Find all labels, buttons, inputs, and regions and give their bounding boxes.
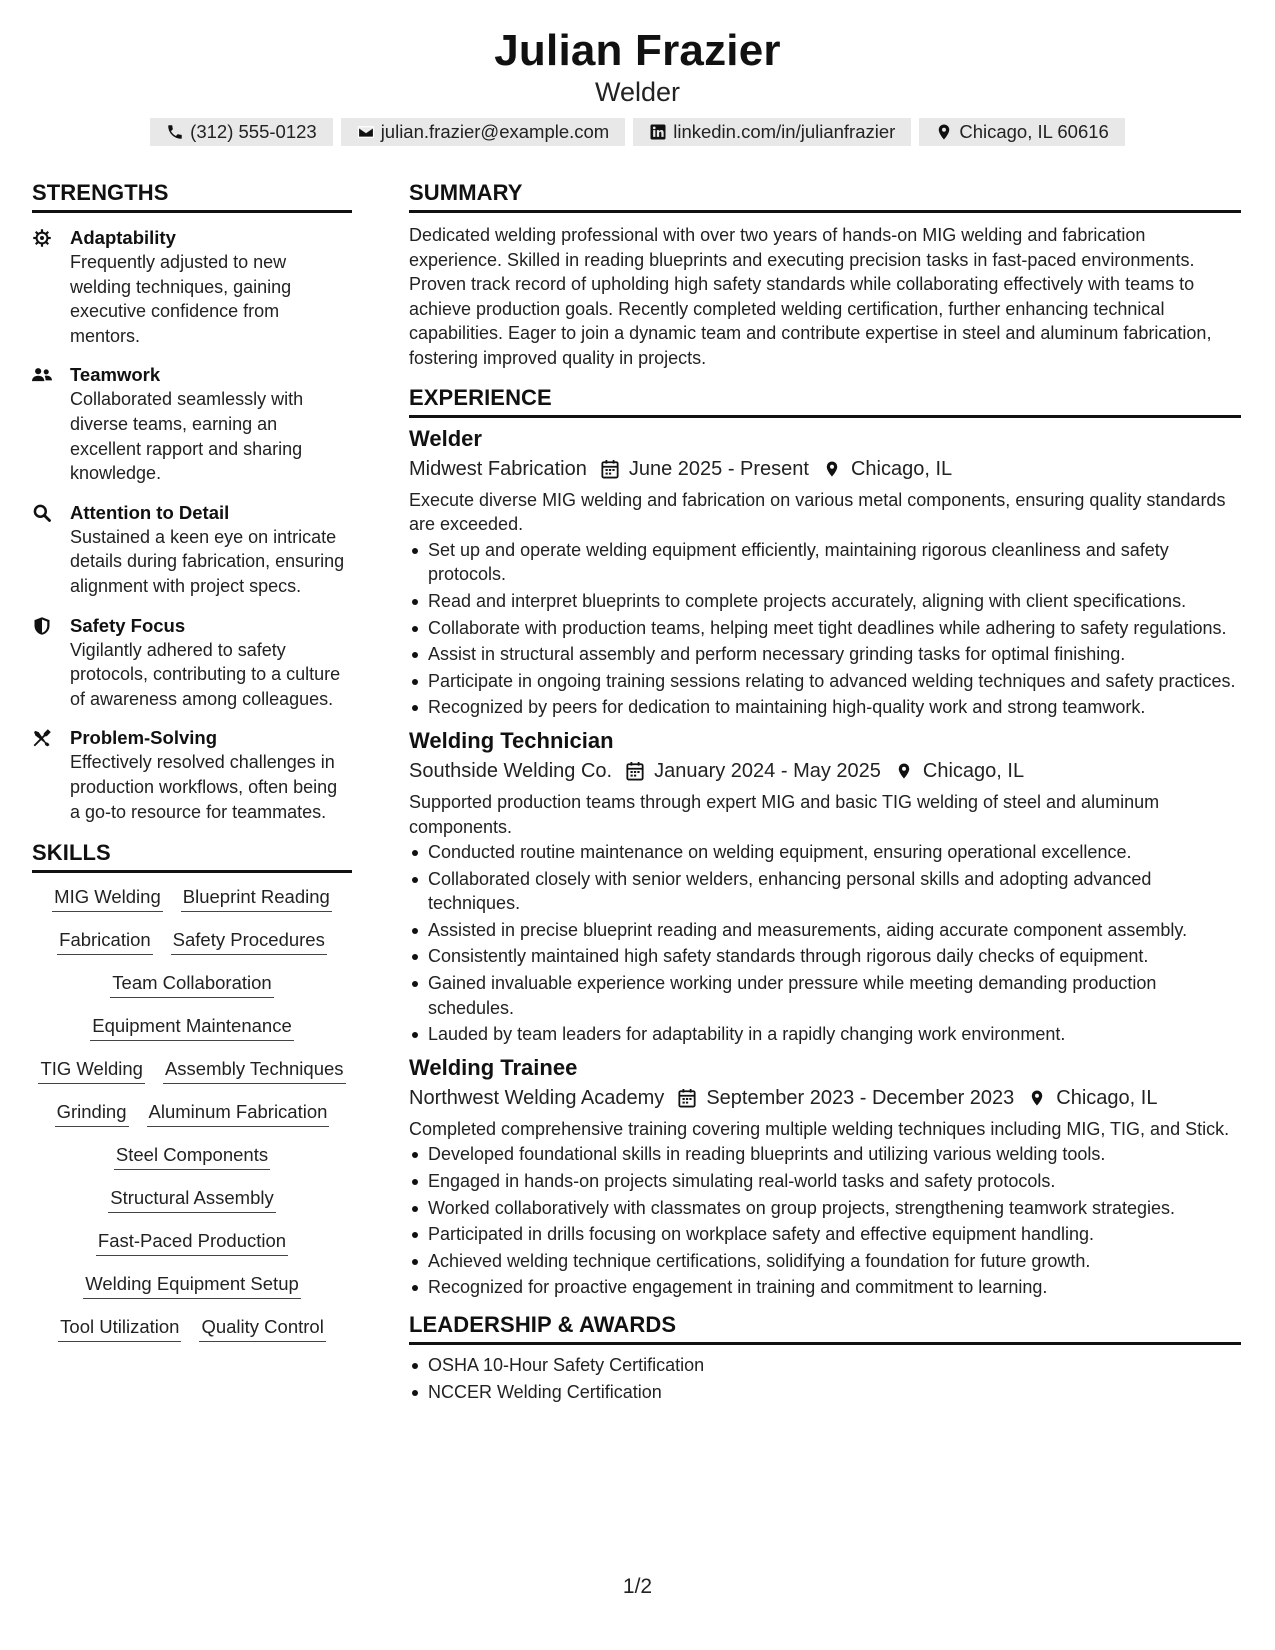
strength-desc: Sustained a keen eye on intricate details during fabrication, ensuring alignment with project specs.	[70, 526, 345, 596]
bullet-item: Conducted routine maintenance on welding equipment, ensuring operational excellence.	[409, 840, 1241, 865]
award-item: NCCER Welding Certification	[409, 1380, 1241, 1405]
job-location: Chicago, IL	[1056, 1086, 1158, 1109]
bullet-item: Engaged in hands-on projects simulating real-world tasks and safety protocols.	[409, 1169, 1241, 1194]
job-location: Chicago, IL	[850, 457, 953, 480]
contact-bar	[0, 118, 1275, 146]
job-description: Supported production teams through expert MIG and basic TIG welding of steel and aluminum components.	[409, 791, 1160, 837]
job-dates: January 2024 - May 2025	[654, 759, 881, 782]
strength-title: Teamwork	[70, 364, 161, 386]
resume-header	[0, 0, 1275, 146]
left-column	[32, 178, 352, 1342]
calendar-icon	[601, 459, 619, 479]
bullet-item: Gained invaluable experience working under pressure while meeting demanding production schedules.	[409, 971, 1241, 1020]
skill-tag: Assembly Techniques	[163, 1057, 346, 1084]
awards-heading: LEADERSHIP & AWARDS	[409, 1310, 1241, 1345]
job-entry	[409, 726, 1241, 1047]
job-bullets	[409, 840, 1241, 1047]
job-company: Midwest Fabrication	[409, 457, 587, 480]
job-title: Welding Technician	[409, 727, 614, 753]
strength-desc: Vigilantly adhered to safety protocols, contributing to a culture of awareness among colleagues.	[70, 639, 341, 709]
strength-item	[32, 362, 352, 485]
strength-item	[32, 725, 352, 824]
award-item: OSHA 10-Hour Safety Certification	[409, 1353, 1241, 1378]
calendar-icon	[678, 1088, 696, 1108]
bullet-item: Collaborated closely with senior welders, enhancing personal skills and adopting advanced techniques.	[409, 867, 1241, 916]
job-description: Execute diverse MIG welding and fabrication on various metal components, ensuring quality standards are exceeded.	[409, 489, 1226, 535]
skill-tag: TIG Welding	[38, 1057, 144, 1084]
skill-tag: Aluminum Fabrication	[147, 1100, 330, 1127]
job-location: Chicago, IL	[922, 759, 1025, 782]
experience-heading: EXPERIENCE	[409, 383, 1241, 418]
right-column	[409, 178, 1241, 1406]
bullet-item: Consistently maintained high safety standards through rigorous daily checks of equipment.	[409, 944, 1241, 969]
bullet-item: Achieved welding technique certifications, solidifying a foundation for future growth.	[409, 1249, 1241, 1274]
job-meta	[409, 454, 1241, 484]
map-pin-icon	[1028, 1088, 1046, 1108]
contact-email-text: julian.frazier@example.com	[380, 121, 610, 142]
strength-title: Attention to Detail	[70, 501, 230, 523]
contact-linkedin-text: linkedin.com/in/julianfrazier	[673, 121, 896, 142]
page-number: 1/2	[622, 1575, 653, 1598]
map-pin-icon	[895, 761, 913, 781]
job-entry	[409, 1053, 1241, 1300]
bullet-item: Lauded by team leaders for adaptability in a rapidly changing work environment.	[409, 1022, 1241, 1047]
job-dates: September 2023 - December 2023	[706, 1086, 1015, 1109]
gear-icon	[32, 228, 52, 248]
job-description: Completed comprehensive training covering multiple welding techniques including MIG, TIG, and Stick.	[409, 1118, 1230, 1139]
strength-desc: Collaborated seamlessly with diverse teams, earning an excellent rapport and sharing knowledge.	[70, 389, 304, 484]
bullet-item: Worked collaboratively with classmates on group projects, strengthening teamwork strategies.	[409, 1196, 1241, 1221]
strengths-heading: STRENGTHS	[32, 178, 352, 213]
strength-desc: Frequently adjusted to new welding techniques, gaining executive confidence from mentors.	[70, 252, 292, 346]
skill-tag: Fast-Paced Production	[96, 1229, 288, 1256]
contact-phone-text: (312) 555-0123	[190, 121, 317, 142]
skill-tag: Safety Procedures	[171, 928, 327, 955]
skill-tag: Structural Assembly	[108, 1186, 275, 1213]
bullet-item: Assisted in precise blueprint reading and measurements, aiding accurate component assembly.	[409, 918, 1241, 943]
skill-tag: Quality Control	[199, 1315, 325, 1342]
contact-phone[interactable]	[150, 118, 333, 146]
skills-heading: SKILLS	[32, 838, 352, 873]
skill-tag: Welding Equipment Setup	[83, 1272, 301, 1299]
strength-item	[32, 225, 352, 348]
linkedin-icon	[649, 123, 667, 141]
bullet-item: Developed foundational skills in reading blueprints and utilizing various welding tools.	[409, 1142, 1241, 1167]
candidate-role: Welder	[594, 77, 681, 107]
contact-linkedin[interactable]	[633, 118, 911, 146]
job-bullets	[409, 1142, 1241, 1300]
strength-desc: Effectively resolved challenges in production workflows, often being a go-to resource for teammates.	[70, 752, 338, 822]
job-title: Welder	[409, 425, 482, 451]
skill-tag: Fabrication	[57, 928, 153, 955]
calendar-icon	[626, 761, 644, 781]
skill-tag: Grinding	[55, 1100, 129, 1127]
map-pin-icon	[935, 123, 953, 141]
magnifier-icon	[32, 503, 52, 523]
bullet-item: Set up and operate welding equipment efficiently, maintaining rigorous cleanliness and safety protocols.	[409, 538, 1241, 587]
candidate-name: Julian Frazier	[494, 26, 781, 75]
strength-title: Problem-Solving	[70, 727, 217, 749]
skill-tag: Blueprint Reading	[181, 885, 332, 912]
contact-location	[919, 118, 1124, 146]
contact-email[interactable]	[341, 118, 626, 146]
contact-location-text: Chicago, IL 60616	[959, 121, 1109, 142]
shield-icon	[32, 616, 52, 636]
job-meta	[409, 756, 1241, 786]
bullet-item: Collaborate with production teams, helping meet tight deadlines while adhering to safety regulations.	[409, 616, 1241, 641]
bullet-item: Read and interpret blueprints to complete projects accurately, aligning with client specifications.	[409, 589, 1241, 614]
skill-tag: Tool Utilization	[58, 1315, 181, 1342]
envelope-icon	[357, 123, 375, 141]
map-pin-icon	[823, 459, 841, 479]
job-title: Welding Trainee	[409, 1054, 578, 1080]
skills-list	[32, 885, 352, 1342]
job-company: Northwest Welding Academy	[409, 1086, 665, 1109]
skill-tag: Equipment Maintenance	[90, 1014, 294, 1041]
job-bullets	[409, 538, 1241, 720]
bullet-item: Participated in drills focusing on workplace safety and effective equipment handling.	[409, 1222, 1241, 1247]
bullet-item: Participate in ongoing training sessions relating to advanced welding techniques and safety practices.	[409, 669, 1241, 694]
strength-title: Safety Focus	[70, 614, 186, 636]
bullet-item: Assist in structural assembly and perform necessary grinding tasks for optimal finishing.	[409, 642, 1241, 667]
awards-list	[409, 1353, 1241, 1404]
strength-item	[32, 613, 352, 712]
skill-tag: MIG Welding	[52, 885, 163, 912]
summary-heading: SUMMARY	[409, 178, 1241, 213]
strength-item	[32, 500, 352, 599]
job-dates: June 2025 - Present	[628, 457, 809, 480]
skill-tag: Team Collaboration	[110, 971, 273, 998]
bullet-item: Recognized for proactive engagement in training and commitment to learning.	[409, 1275, 1241, 1300]
bullet-item: Recognized by peers for dedication to maintaining high-quality work and strong teamwork.	[409, 695, 1241, 720]
job-entry	[409, 424, 1241, 720]
tools-icon	[32, 728, 52, 748]
summary-text: Dedicated welding professional with over two years of hands-on MIG welding and fabrication experience. Skilled in reading blueprints and executing precision tasks in fast-paced environments. Proven track record of upholding high safety standards while collaborating effectively with teams to achieve production goals. Recently completed welding certification, further enhancing technical capabilities. Eager to join a dynamic team and contribute expertise in steel and aluminum fabrication, fostering improved quality in projects.	[409, 225, 1212, 368]
users-icon	[32, 365, 52, 385]
job-meta	[409, 1083, 1241, 1113]
strength-title: Adaptability	[70, 227, 176, 248]
phone-icon	[166, 123, 184, 141]
job-company: Southside Welding Co.	[409, 759, 613, 782]
skill-tag: Steel Components	[114, 1143, 270, 1170]
